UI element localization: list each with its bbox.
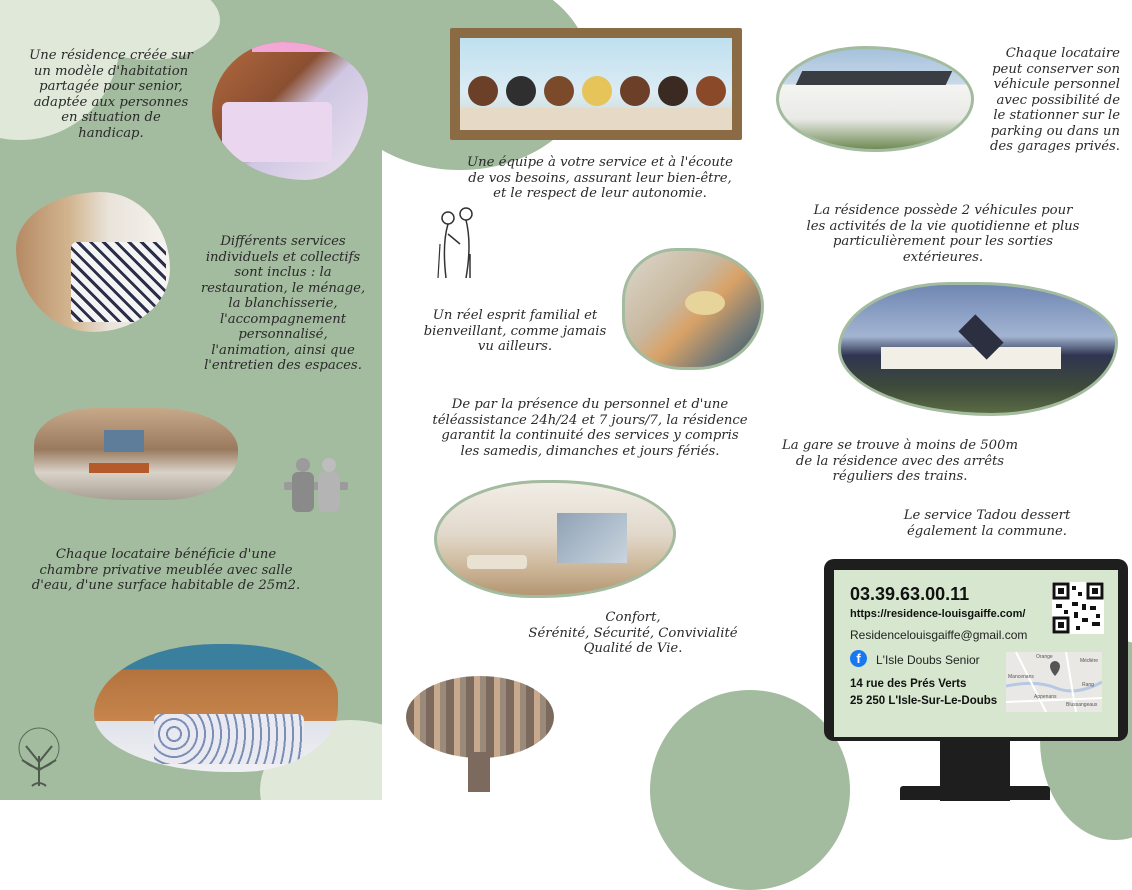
bedroom-photo-3 [94,644,338,772]
location-map[interactable] [1006,652,1102,712]
team-text: Une équipe à votre service et à l'écoute de vos besoins, assurant leur bien-être, et le respect de leur autonomie. [467,155,733,201]
decorative-blob [650,690,850,890]
map-label: Orange [1036,654,1053,660]
facebook-page[interactable]: L'Isle Doubs Senior [876,653,980,667]
seniors-bench-illustration [276,452,356,524]
tadou-text: Le service Tadou dessert également la commune. [903,508,1071,539]
services-text: Différents services individuels et collectifs sont inclus : la restauration, le ménage, la blanchisserie, l'accompagnement personnalisé, l'animation, ainsi que l'entretien des espaces. [200,234,366,373]
map-label: Médière [1080,658,1099,664]
email-link[interactable]: Residencelouisgaiffe@gmail.com [850,628,1028,642]
facebook-icon[interactable]: f [850,650,867,667]
train-text: La gare se trouve à moins de 500m de la résidence avec des arrêts réguliers des trains. [782,438,1018,484]
monitor-base [900,786,1050,800]
values-text: Confort, Sérénité, Sécurité, Convivialité Qualité de Vie. [528,610,738,656]
room-text: Chaque locataire bénéficie d'une chambre privative meublée avec salle d'eau, d'une surface habitable de 25m2. [31,547,301,593]
tree-logo-icon [8,726,70,792]
photo-tree-collage [396,676,564,796]
family-text: Un réel esprit familial et bienveillant, comme jamais vu ailleurs. [423,308,607,354]
address-line-1: 14 rue des Prés Verts [850,678,967,690]
address-line-2: 25 250 L'Isle-Sur-Le-Doubs [850,695,998,707]
bedroom-photo-1 [212,42,368,180]
elderly-couple-sketch [432,204,482,282]
living-room-photo [34,408,238,500]
map-label: Appenans [1034,694,1057,700]
team-illustration [450,28,742,140]
continuity-text: De par la présence du personnel et d'une téléassistance 24h/24 et 7 jours/7, la résidence garantit la continuité des services y compris les samedis, dimanches et jours fériés. [432,397,748,459]
qr-code[interactable] [1052,582,1104,634]
map-label: Blussangeaux [1066,702,1098,708]
residence-building-photo-1 [776,46,974,152]
vehicle-text: Chaque locataire peut conserver son véhicule personnel avec possibilité de le stationner sur le parking ou dans un des garages privés. [989,46,1120,154]
map-label: Rang [1082,682,1094,688]
website-link[interactable]: https://residence-louisgaiffe.com/ [850,608,1026,620]
phone-number[interactable]: 03.39.63.00.11 [850,584,970,604]
shuttle-text: La résidence possède 2 véhicules pour les activités de la vie quotidienne et plus particulièrement pour les sorties extérieures. [806,203,1080,265]
intro-text: Une résidence créée sur un modèle d'habitation partagée pour senior, adaptée aux personnes en situation de handicap. [29,48,193,141]
map-label: Mancenans [1008,674,1034,680]
activity-photo [622,248,764,370]
